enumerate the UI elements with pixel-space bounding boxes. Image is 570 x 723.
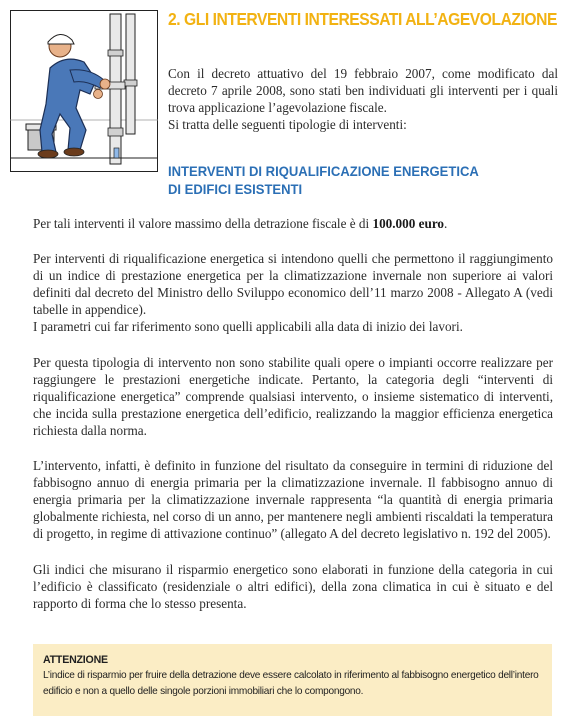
page-title: 2. GLI INTERVENTI INTERESSATI ALL’AGEVOLAZIONE xyxy=(168,9,557,29)
plumber-illustration xyxy=(10,10,158,172)
intro-paragraph: Con il decreto attuativo del 19 febbraio 2007, come modificato dal decreto 7 aprile 2008, sono stati ben individuati gli interventi per i quali trova applicazione l’agevolazione fiscale. xyxy=(168,66,558,115)
paragraph-parameters: I parametri cui far riferimento sono quelli applicabili alla data di inizio dei lavori. xyxy=(33,319,463,335)
attention-box xyxy=(33,644,552,716)
paragraph-definition: Per interventi di riqualificazione energetica si intendono quelli che permettono il raggiungimento di un indice di prestazione energetica per la climatizzazione invernale non superiore ai valori definiti dal decreto del Ministro dello Sviluppo economico dell’11 marzo 2008 - Allegato A (vedi tabelle in appendice). xyxy=(33,251,553,318)
paragraph-typology: Per questa tipologia di intervento non sono stabilite quali opere o impianti occorre realizzare per raggiungere le prestazioni energetiche indicate. Pertanto, la categoria degli “interventi di riqualificazione energetica” comprende qualsiasi intervento, o insieme sistematico di interventi, che incida sulla prestazione energetica dell’edificio, realizzando la maggior efficienza energetica richiesta dalla norma. xyxy=(33,354,553,438)
body-text xyxy=(33,215,553,612)
intro-text xyxy=(168,65,558,133)
section-heading xyxy=(168,163,558,199)
section-heading-line-1: INTERVENTI DI RIQUALIFICAZIONE ENERGETICA xyxy=(168,164,479,179)
intro-paragraph-2: Si tratta delle seguenti tipologie di interventi: xyxy=(168,117,407,132)
section-heading-line-2: DI EDIFICI ESISTENTI xyxy=(168,182,303,197)
paragraph-max-deduction xyxy=(33,215,553,232)
paragraph-energy-requirement: L’intervento, infatti, è definito in funzione del risultato da conseguire in termini di riduzione del fabbisogno annuo di energia primaria per la climatizzazione invernale. Il fabbisogno annuo di energia primaria per la climatizzazione invernale rappresenta “la quantità di energia primaria globalmente richiesta, nel corso di un anno, per mantenere negli ambienti riscaldati la temperatura di progetto, in regime di attivazione continuo” (allegato A del decreto legislativo n. 192 del 2005). xyxy=(33,458,553,542)
paragraph-indices: Gli indici che misurano il risparmio energetico sono elaborati in funzione della categoria in cui l’edificio è classificato (residenziale o altri edifici), della zona climatica in cui è situato e del rapporto di forma che lo stesso presenta. xyxy=(33,561,553,611)
max-deduction-amount: 100.000 euro xyxy=(372,216,445,231)
attention-title: ATTENZIONE xyxy=(43,654,108,666)
paragraph-max-deduction-suffix: . xyxy=(444,216,448,231)
paragraph-max-deduction-prefix: Per tali interventi il valore massimo della detrazione fiscale è di xyxy=(33,216,373,231)
attention-text: L’indice di risparmio per fruire della detrazione deve essere calcolato in riferimento al fabbisogno energetico dell’intero edificio e non a quello delle singole porzioni immobiliari che lo compongono. xyxy=(43,670,539,697)
